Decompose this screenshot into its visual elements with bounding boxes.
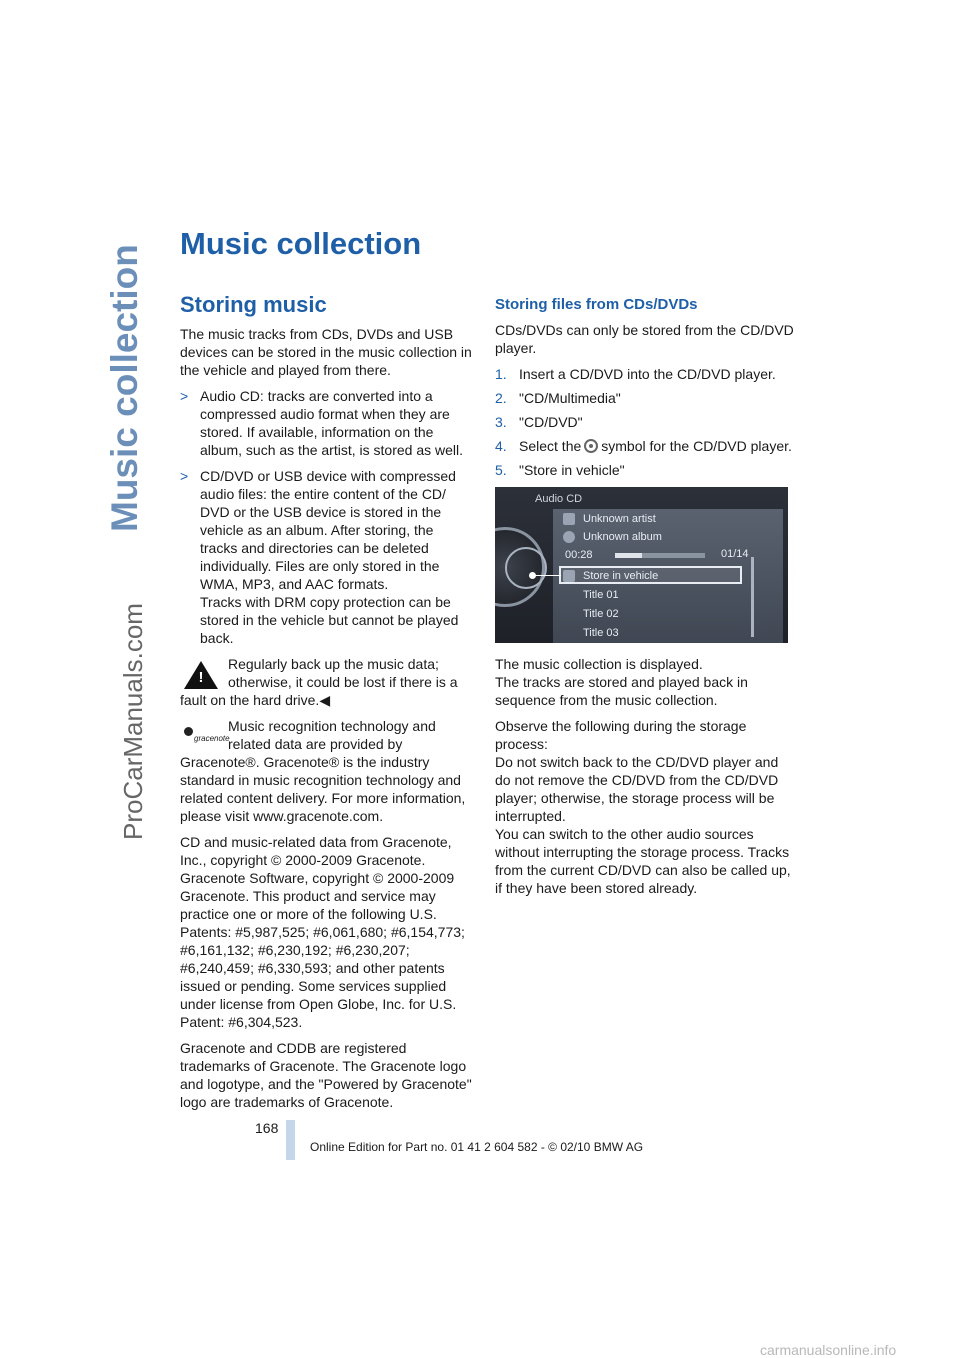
- step-item: [495, 413, 795, 431]
- gracenote-logo-text: gracenote: [194, 734, 230, 743]
- site-watermark: carmanualsonline.info: [760, 1342, 897, 1358]
- step-item: [495, 461, 795, 479]
- step-number: 1.: [495, 366, 507, 382]
- observe-intro: Observe the following during the storage process:: [495, 718, 747, 752]
- observe-switch: You can switch to the other audio sources without interrupting the storage process. Tracks from the current CD/DVD can also be called up, if they have been stored already.: [495, 826, 791, 896]
- copyright-paragraph: CD and music-related data from Gracenote, Inc., copyright © 2000-2009 Gracenote. Gracenote Software, copyright © 2000-2009 Gracenote. This product and service may practice one or more of the following U.S. Patents: #5,987,525; #6,061,680; #6,154,773; #6,161,132; #6,230,192; #6,230,207; #6,240,459; #6,330,593; and other patents issued or pending. Some services supplied under license from Open Globe, Inc. for U.S. Patent: #6,304,523.: [180, 834, 465, 1030]
- track-counter: 01/14: [721, 548, 749, 560]
- screen-header: [535, 489, 785, 509]
- step-text-after: symbol for the CD/DVD player.: [601, 438, 792, 454]
- steps-list: [495, 365, 795, 479]
- end-mark: ◀: [319, 692, 331, 708]
- controller-ring-graphic: [505, 547, 547, 589]
- gracenote-logo-slot: [180, 717, 228, 753]
- trademark-paragraph: Gracenote and CDDB are registered trademarks of Gracenote. The Gracenote logo and logotype, and the "Powered by Gracenote" logo are trademarks of Gracenote.: [180, 1040, 472, 1110]
- gracenote-note: [180, 717, 474, 825]
- bullet-item: [180, 467, 474, 647]
- step-number: 3.: [495, 414, 507, 430]
- page-title: Music collection: [180, 226, 422, 261]
- step-number: 2.: [495, 390, 507, 406]
- screen-header-text: Audio CD: [535, 493, 583, 505]
- step-text: Insert a CD/DVD into the CD/DVD player.: [519, 366, 776, 382]
- observe-text: [495, 717, 795, 897]
- subsection-title-storing-files: Storing files from CDs/DVDs: [495, 296, 698, 313]
- warning-note: [180, 655, 474, 709]
- gracenote-logo-dot: [184, 727, 193, 736]
- step-text: "CD/Multimedia": [519, 390, 621, 406]
- callout-dot: [529, 572, 536, 579]
- bullet-text-drm: Tracks with DRM copy protection can be stored in the vehicle but cannot be played back.: [200, 594, 459, 646]
- side-chapter-title: Music collection: [104, 244, 145, 532]
- step-text-before: Select the: [519, 438, 582, 454]
- side-watermark: ProCarManuals.com: [118, 603, 148, 840]
- screen-scrollbar: [751, 557, 754, 637]
- screen-row-time: 00:28: [565, 549, 593, 561]
- section-title-storing-music: Storing music: [180, 292, 327, 317]
- warning-icon-slot: [180, 655, 228, 691]
- bullet-item: [180, 387, 474, 459]
- bullet-marker: >: [180, 468, 189, 484]
- warning-text: Regularly back up the music data; otherwise, it could be lost if there is a fault on the hard drive.: [180, 656, 458, 708]
- screen-row-album: Unknown album: [583, 531, 662, 543]
- screen-row-store: Store in vehicle: [583, 570, 659, 582]
- step-text: "Store in vehicle": [519, 462, 625, 478]
- bullet-marker: >: [180, 388, 189, 404]
- right-intro: CDs/DVDs can only be stored from the CD/DVD player.: [495, 322, 794, 356]
- right-column: [495, 321, 795, 905]
- screen-row-title: Title 02: [583, 608, 619, 620]
- footer-edition: Online Edition for Part no. 01 41 2 604 582 - © 02/10 BMW AG: [310, 1140, 644, 1154]
- step-number: 4.: [495, 438, 507, 454]
- left-column: [180, 325, 474, 1119]
- after-screen-text: [495, 655, 795, 709]
- idrive-screen-image: [495, 487, 788, 643]
- screen-row-title: Title 03: [583, 627, 619, 639]
- bullet-text: Audio CD: tracks are converted into a compressed audio format when they are stored. If available, information on the album, such as the artist, is stored as well.: [200, 388, 463, 458]
- gracenote-text: Music recognition technology and related data are provided by Gracenote®. Gracenote® is the industry standard in music recognition technology and related content delivery. For more information, please visit www.gracenote.com.: [180, 718, 466, 824]
- playback-progress-fill: [615, 553, 642, 558]
- store-icon: [563, 570, 575, 582]
- callout-line: [533, 575, 561, 576]
- bullet-text: CD/DVD or USB device with compressed audio files: the entire content of the CD/ DVD or the USB device is stored in the vehicle as an album. After storing, the tracks and directories can be deleted individually. Files are only stored in the WMA, MP3, and AAC formats.: [200, 468, 456, 592]
- artist-icon: [563, 513, 575, 525]
- collection-displayed-text: The music collection is displayed.: [495, 656, 703, 672]
- gracenote-logo-icon: [182, 727, 230, 743]
- album-icon: [563, 531, 575, 543]
- step-item: [495, 389, 795, 407]
- observe-warning: Do not switch back to the CD/DVD player and do not remove the CD/DVD from the CD/DVD player; otherwise, the storage process will be interrupted.: [495, 754, 779, 824]
- step-text: "CD/DVD": [519, 414, 583, 430]
- intro-paragraph: The music tracks from CDs, DVDs and USB devices can be stored in the music collection in the vehicle and played from there.: [180, 326, 472, 378]
- page-number: 168: [255, 1120, 279, 1136]
- footer-accent-bar: [286, 1120, 295, 1160]
- screen-row-artist: Unknown artist: [583, 513, 656, 525]
- cd-symbol-icon: [584, 439, 598, 453]
- playback-progress-bar: [615, 553, 705, 558]
- step-item: [495, 437, 795, 455]
- warning-exclamation: !: [198, 669, 204, 686]
- step-number: 5.: [495, 462, 507, 478]
- screen-row-title: Title 01: [583, 589, 619, 601]
- step-item: [495, 365, 795, 383]
- playback-sequence-text: The tracks are stored and played back in sequence from the music collection.: [495, 674, 748, 708]
